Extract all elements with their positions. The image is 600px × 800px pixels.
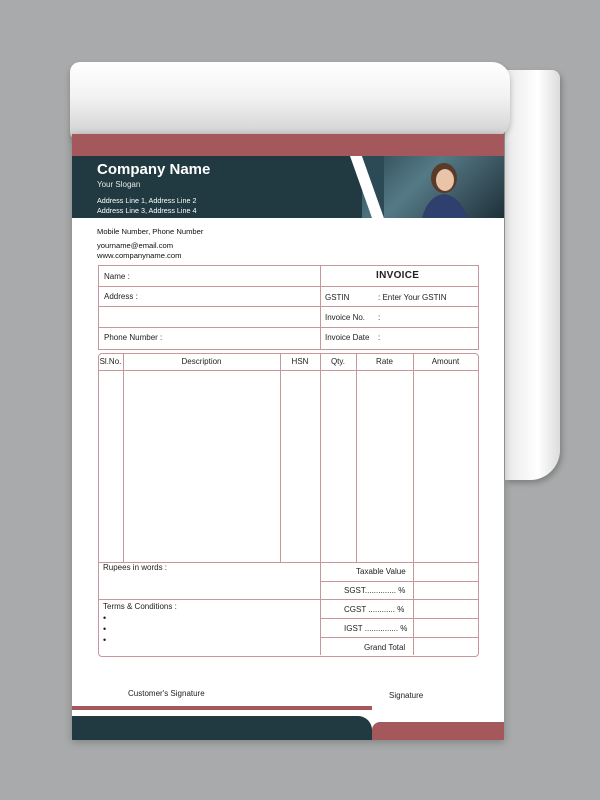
company-name: Company Name bbox=[97, 161, 211, 178]
col-divider bbox=[356, 353, 357, 562]
terms-bullet: • bbox=[103, 613, 107, 623]
totals-row-line bbox=[320, 637, 478, 638]
info-row-line bbox=[98, 327, 478, 328]
customer-name-label: Name : bbox=[104, 272, 130, 281]
items-header-line bbox=[98, 370, 478, 371]
totals-row-line bbox=[320, 599, 478, 600]
footer-accent-line bbox=[72, 706, 372, 710]
invoice-date-label: Invoice Date bbox=[325, 333, 370, 342]
terms-bullet: • bbox=[103, 635, 107, 645]
footer-red-band bbox=[372, 722, 504, 740]
contact-email: yourname@email.com bbox=[97, 241, 174, 250]
col-divider bbox=[123, 353, 124, 562]
customer-phone-label: Phone Number : bbox=[104, 333, 163, 342]
contact-website: www.companyname.com bbox=[97, 251, 182, 260]
header-photo-divider bbox=[350, 156, 384, 218]
customer-address-label: Address : bbox=[104, 292, 138, 301]
company-signature-label: Signature bbox=[389, 691, 424, 700]
taxable-value-label: Taxable Value bbox=[356, 567, 406, 576]
col-header-amount: Amount bbox=[431, 357, 460, 366]
company-address bbox=[97, 196, 197, 216]
col-header-description: Description bbox=[181, 357, 222, 366]
totals-row-line bbox=[320, 618, 478, 619]
items-table bbox=[98, 353, 479, 657]
gstin-label: GSTIN bbox=[325, 293, 350, 302]
student-photo-figure bbox=[418, 158, 470, 218]
rupees-in-words-label: Rupees in words : bbox=[103, 563, 168, 572]
footer-dark-band bbox=[72, 716, 372, 740]
company-slogan: Your Slogan bbox=[97, 180, 141, 189]
pad-back-pages bbox=[505, 70, 560, 480]
info-row-line bbox=[98, 286, 478, 287]
contact-phone: Mobile Number, Phone Number bbox=[97, 227, 204, 236]
col-header-hsn: HSN bbox=[291, 357, 309, 366]
invoice-date-value: : bbox=[378, 333, 381, 342]
totals-row-line bbox=[320, 581, 478, 582]
info-row-line bbox=[98, 306, 478, 307]
sgst-label: SGST.............. % bbox=[344, 586, 406, 595]
col-header-rate: Rate bbox=[376, 357, 393, 366]
header-accent-strip bbox=[72, 134, 504, 156]
pad-binding-roll bbox=[70, 62, 510, 140]
customer-signature-label: Customer's Signature bbox=[128, 689, 205, 698]
terms-bullet: • bbox=[103, 624, 107, 634]
col-header-slno: Sl.No. bbox=[99, 357, 122, 366]
col-divider bbox=[320, 353, 321, 655]
col-header-qty: Qty. bbox=[330, 357, 346, 366]
invoice-sheet bbox=[72, 134, 504, 740]
col-divider bbox=[280, 353, 281, 562]
words-terms-divider bbox=[98, 599, 320, 600]
gstin-value: : Enter Your GSTIN bbox=[378, 293, 447, 302]
cgst-label: CGST ............ % bbox=[344, 605, 405, 614]
invoice-number-value: : bbox=[378, 313, 381, 322]
col-divider bbox=[413, 353, 414, 655]
grand-total-label: Grand Total bbox=[364, 643, 406, 652]
address-line-1: Address Line 1, Address Line 2 bbox=[97, 196, 197, 205]
igst-label: IGST ............... % bbox=[344, 624, 408, 633]
contact-block bbox=[97, 226, 203, 262]
address-line-2: Address Line 3, Address Line 4 bbox=[97, 206, 197, 215]
terms-label: Terms & Conditions : bbox=[103, 602, 177, 611]
info-divider bbox=[320, 265, 321, 349]
invoice-number-label: Invoice No. bbox=[325, 313, 366, 322]
invoice-title: INVOICE bbox=[376, 270, 420, 281]
